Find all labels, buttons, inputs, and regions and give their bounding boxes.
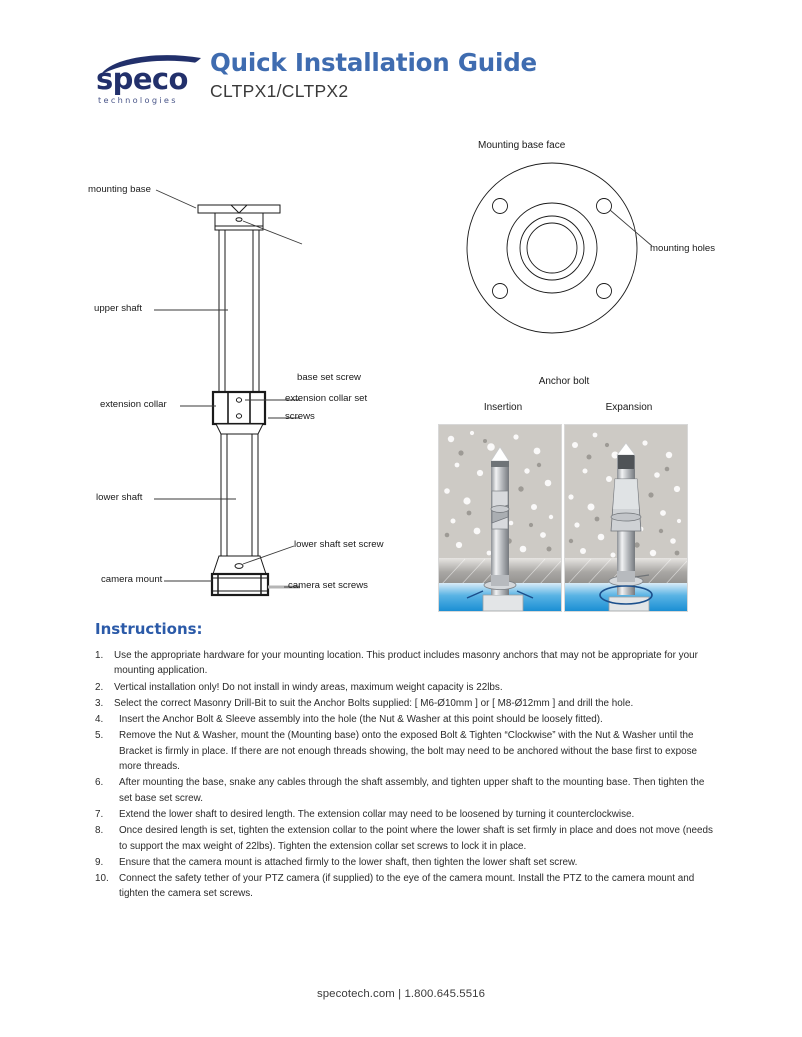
anchor-caption-insertion: Insertion [483,402,523,413]
step-number: 6. [95,777,104,789]
page-title: Quick Installation Guide [210,48,537,77]
step-text: Connect the safety tether of your PTZ camera (if supplied) to the eye of the camera mount. Install the PTZ to the camera mount and tighten the camera set screws. [119,873,695,900]
step-text: After mounting the base, snake any cables through the shaft assembly, and tighten upper shaft to the mounting base. Then tighten the set base set screw. [119,777,705,804]
label-lower-shaft-set-screw: lower shaft set screw [294,539,384,550]
instruction-step [95,855,713,870]
instruction-step [95,712,713,727]
anchor-caption-expansion: Expansion [605,402,653,413]
instruction-step [95,648,713,679]
step-number: 7. [95,808,104,820]
anchor-expansion-image [564,424,688,612]
label-upper-shaft: upper shaft [94,303,143,314]
anchor-bolt-title: Anchor bolt [538,376,590,387]
step-text: Extend the lower shaft to desired length. The extension collar may need to be loosened by turning it counterclockwise. [119,808,635,820]
step-number: 4. [95,714,104,726]
label-extension-collar-set: extension collar set [285,393,368,404]
step-number: 10. [95,873,109,885]
step-text: Remove the Nut & Washer, mount the (Mounting base) onto the exposed Bolt & Tighten “Clockwise” with the Nut & Washer until the Bracket is firmly in place. If there are not enough threads showing, the bolt may need to be anchored without the base first to expose more threads. [119,730,698,773]
logo-tagline: technologies [98,95,178,105]
instructions-heading: Instructions: [95,620,203,638]
label-base-set-screw: base set screw [297,372,361,383]
step-number: 9. [95,856,104,868]
model-subtitle: CLTPX1/CLTPX2 [210,80,349,101]
instruction-step [95,680,713,695]
title-block [210,50,537,101]
instruction-step [95,775,713,806]
step-number: 2. [95,681,104,693]
step-text: Select the correct Masonry Drill-Bit to suit the Anchor Bolts supplied: [ M6-Ø10mm ] or [ M8-Ø12mm ] and drill the hole. [114,697,634,709]
speco-logo [96,54,204,108]
mount-assembly-diagram [88,178,418,618]
label-camera-set-screws: camera set screws [288,580,368,591]
label-lower-shaft: lower shaft [96,492,143,503]
document-header [96,50,716,120]
base-face-title: Mounting base face [478,140,566,151]
logo-wordmark: speco [96,62,188,96]
step-text: Once desired length is set, tighten the extension collar to the point where the lower shaft is set firmly in place and does not move (needs to support the max weight of 22lbs). Tighten the extension collar set screws to lock it in place. [119,825,713,852]
instruction-step [95,696,713,711]
step-text: Use the appropriate hardware for your mounting location. This product includes masonry anchors that may not be appropriate for your mounting application. [114,650,698,677]
anchor-insertion-image [438,424,562,612]
step-number: 8. [95,825,104,837]
step-number: 3. [95,697,104,709]
step-number: 1. [95,650,104,661]
label-screws: screws [285,411,315,422]
label-mounting-base: mounting base [88,184,151,195]
step-text: Ensure that the camera mount is attached firmly to the lower shaft, then tighten the lower shaft set screw. [119,856,578,868]
instruction-step [95,728,713,774]
label-camera-mount: camera mount [101,574,163,585]
figure-area [0,128,802,618]
step-text: Insert the Anchor Bolt & Sleeve assembly into the hole (the Nut & Washer at this point should be loosely fitted). [119,714,603,726]
instructions-list [95,648,713,903]
label-extension-collar: extension collar [100,399,167,410]
instruction-step [95,807,713,822]
instruction-step [95,823,713,854]
step-number: 5. [95,730,104,742]
instruction-step [95,871,713,902]
step-text: Vertical installation only! Do not install in windy areas, maximum weight capacity is 22lbs. [114,681,503,693]
callout-mounting-holes: mounting holes [650,243,716,254]
footer-contact: specotech.com | 1.800.645.5516 [316,988,486,1000]
